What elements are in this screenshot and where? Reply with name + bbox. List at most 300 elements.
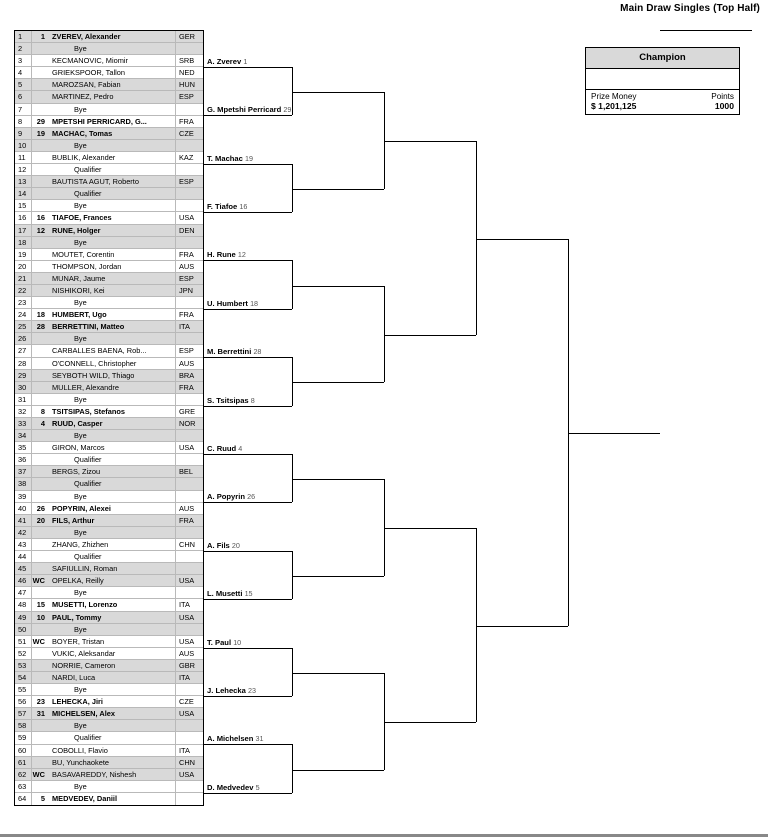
- draw-country: KAZ: [175, 152, 203, 163]
- draw-seed: 26: [36, 503, 45, 513]
- r3-h: [292, 479, 384, 480]
- r2-line: [204, 551, 292, 552]
- draw-country: GBR: [175, 660, 203, 671]
- draw-player-name: SEYBOTH WILD, Thiago: [52, 370, 135, 380]
- draw-seed: WC: [32, 576, 45, 586]
- draw-seed: [32, 104, 48, 115]
- r2-winner-name: U. Humbert: [207, 298, 248, 308]
- draw-seed: 19: [36, 128, 45, 138]
- draw-player-name: TSITSIPAS, Stefanos: [52, 406, 125, 416]
- r2-winner-label: [207, 202, 247, 211]
- draw-player-name: MUSETTI, Lorenzo: [52, 600, 118, 610]
- r2-winner-name: M. Berrettini: [207, 347, 252, 357]
- draw-country: [175, 781, 203, 792]
- r2-winner-seed: 1: [243, 56, 248, 66]
- draw-seed: [32, 563, 48, 574]
- r2-winner-seed: 29: [283, 105, 292, 115]
- draw-country: [175, 237, 203, 248]
- draw-row: [15, 503, 203, 515]
- draw-position: 8: [15, 116, 32, 127]
- draw-country: DEN: [175, 225, 203, 236]
- draw-player-name: Qualifier: [74, 552, 102, 562]
- draw-country: SRB: [175, 55, 203, 66]
- draw-country: [175, 551, 203, 562]
- draw-player-name: BERGS, Zizou: [52, 467, 101, 477]
- draw-country: AUS: [175, 648, 203, 659]
- draw-position: 49: [15, 612, 32, 623]
- r2-winner-label: [207, 783, 260, 792]
- draw-country: NOR: [175, 418, 203, 429]
- r2-winner-label: [207, 57, 247, 66]
- draw-seed: [32, 539, 48, 550]
- draw-player-name: SAFIULLIN, Roman: [52, 564, 118, 574]
- draw-position: 7: [15, 104, 32, 115]
- r2-winner-label: [207, 154, 253, 163]
- draw-position: 46: [15, 575, 32, 586]
- champion-box: [585, 47, 740, 115]
- draw-seed: [32, 333, 48, 344]
- draw-row: [15, 660, 203, 672]
- r2-winner-name: A. Popyrin: [207, 492, 245, 502]
- draw-seed: [32, 370, 48, 381]
- draw-player-name: Bye: [74, 685, 87, 695]
- r3-h: [292, 189, 384, 190]
- draw-row: [15, 345, 203, 357]
- draw-country: USA: [175, 212, 203, 223]
- draw-seed: [32, 285, 48, 296]
- draw-row: [15, 696, 203, 708]
- draw-position: 4: [15, 67, 32, 78]
- draw-row: [15, 551, 203, 563]
- draw-country: JPN: [175, 285, 203, 296]
- r3-h: [292, 576, 384, 577]
- draw-player-name: Bye: [74, 431, 87, 441]
- draw-row: [15, 237, 203, 249]
- draw-player-name: Bye: [74, 104, 87, 114]
- draw-country: [175, 200, 203, 211]
- r2-winner-seed: 26: [247, 492, 256, 502]
- draw-row: [15, 587, 203, 599]
- draw-row: [15, 333, 203, 345]
- draw-country: ITA: [175, 321, 203, 332]
- draw-row: [15, 672, 203, 684]
- draw-seed: [32, 648, 48, 659]
- draw-list: [14, 30, 204, 806]
- draw-position: 3: [15, 55, 32, 66]
- draw-row: [15, 297, 203, 309]
- draw-seed: [32, 237, 48, 248]
- draw-seed: [32, 200, 48, 211]
- draw-position: 45: [15, 563, 32, 574]
- draw-row: [15, 612, 203, 624]
- draw-seed: [32, 273, 48, 284]
- draw-seed: [32, 660, 48, 671]
- draw-country: [175, 563, 203, 574]
- draw-player-name: Bye: [74, 721, 87, 731]
- draw-seed: [32, 188, 48, 199]
- draw-country: CHN: [175, 757, 203, 768]
- r2-winner-seed: 10: [233, 637, 242, 647]
- champion-values: [586, 101, 739, 114]
- draw-country: NED: [175, 67, 203, 78]
- r2-line: [204, 454, 292, 455]
- draw-row: [15, 370, 203, 382]
- r2-line: [204, 406, 292, 407]
- draw-player-name: LEHECKA, Jiri: [52, 697, 103, 707]
- draw-position: 59: [15, 732, 32, 743]
- r2-line: [204, 599, 292, 600]
- draw-position: 13: [15, 176, 32, 187]
- draw-player-name: NARDI, Luca: [52, 672, 96, 682]
- draw-country: USA: [175, 636, 203, 647]
- draw-seed: [32, 345, 48, 356]
- r4-h: [384, 722, 476, 723]
- sf-h: [568, 433, 660, 434]
- draw-player-name: MPETSHI PERRICARD, G...: [52, 116, 147, 126]
- draw-player-name: COBOLLI, Flavio: [52, 745, 108, 755]
- r2-winner-label: [207, 686, 256, 695]
- draw-position: 23: [15, 297, 32, 308]
- draw-row: [15, 79, 203, 91]
- draw-position: 5: [15, 79, 32, 90]
- draw-position: 25: [15, 321, 32, 332]
- draw-country: [175, 720, 203, 731]
- draw-row: [15, 176, 203, 188]
- draw-row: [15, 104, 203, 116]
- draw-player-name: Bye: [74, 298, 87, 308]
- draw-country: ESP: [175, 345, 203, 356]
- draw-player-name: Qualifier: [74, 165, 102, 175]
- draw-seed: [32, 55, 48, 66]
- r2-winner-name: F. Tiafoe: [207, 202, 238, 211]
- draw-row: [15, 31, 203, 43]
- r2-winner-label: [207, 492, 255, 501]
- draw-player-name: Bye: [74, 781, 87, 791]
- draw-position: 48: [15, 599, 32, 610]
- draw-country: FRA: [175, 309, 203, 320]
- draw-seed: 16: [36, 213, 45, 223]
- draw-row: [15, 273, 203, 285]
- draw-player-name: Bye: [74, 201, 87, 211]
- draw-country: ITA: [175, 672, 203, 683]
- r2-winner-name: L. Musetti: [207, 589, 243, 599]
- draw-seed: WC: [32, 636, 45, 646]
- draw-country: FRA: [175, 515, 203, 526]
- r3-h: [292, 673, 384, 674]
- r2-winner-seed: 28: [253, 347, 262, 357]
- draw-seed: 15: [36, 600, 45, 610]
- draw-row: [15, 563, 203, 575]
- draw-player-name: RUNE, Holger: [52, 225, 101, 235]
- r2-winner-seed: 8: [250, 395, 255, 405]
- draw-country: USA: [175, 612, 203, 623]
- draw-player-name: Bye: [74, 140, 87, 150]
- draw-player-name: TIAFOE, Frances: [52, 213, 112, 223]
- r2-line: [204, 212, 292, 213]
- draw-country: [175, 394, 203, 405]
- r3-h: [292, 770, 384, 771]
- draw-row: [15, 55, 203, 67]
- draw-player-name: Bye: [74, 394, 87, 404]
- draw-row: [15, 636, 203, 648]
- r2-winner-seed: 16: [239, 202, 248, 211]
- draw-country: [175, 333, 203, 344]
- draw-position: 27: [15, 345, 32, 356]
- draw-position: 18: [15, 237, 32, 248]
- draw-row: [15, 418, 203, 430]
- r2-winner-seed: 5: [255, 782, 260, 792]
- draw-player-name: MICHELSEN, Alex: [52, 709, 115, 719]
- draw-position: 58: [15, 720, 32, 731]
- draw-row: [15, 466, 203, 478]
- draw-country: [175, 140, 203, 151]
- draw-row: [15, 164, 203, 176]
- draw-player-name: Bye: [74, 527, 87, 537]
- r2-winner-label: [207, 299, 258, 308]
- final-h: [660, 30, 752, 31]
- draw-player-name: THOMPSON, Jordan: [52, 261, 122, 271]
- draw-row: [15, 781, 203, 793]
- draw-seed: WC: [32, 769, 45, 779]
- draw-row: [15, 225, 203, 237]
- draw-country: USA: [175, 769, 203, 780]
- r2-line: [204, 357, 292, 358]
- r2-winner-seed: 12: [237, 250, 246, 260]
- draw-position: 22: [15, 285, 32, 296]
- draw-player-name: VUKIC, Aleksandar: [52, 648, 116, 658]
- r2-winner-seed: 18: [250, 298, 259, 308]
- draw-player-name: Qualifier: [74, 455, 102, 465]
- bracket-tree: [204, 30, 764, 830]
- draw-seed: [32, 684, 48, 695]
- draw-position: 12: [15, 164, 32, 175]
- draw-seed: [32, 358, 48, 369]
- draw-country: CZE: [175, 128, 203, 139]
- draw-position: 50: [15, 624, 32, 635]
- draw-row: [15, 91, 203, 103]
- draw-player-name: BU, Yunchaokete: [52, 757, 109, 767]
- page-title: Main Draw Singles (Top Half): [620, 3, 760, 14]
- draw-position: 16: [15, 212, 32, 223]
- draw-country: [175, 478, 203, 489]
- draw-country: AUS: [175, 358, 203, 369]
- draw-player-name: PAUL, Tommy: [52, 612, 102, 622]
- draw-position: 9: [15, 128, 32, 139]
- draw-player-name: MARTINEZ, Pedro: [52, 92, 114, 102]
- draw-player-name: MEDVEDEV, Daniil: [52, 793, 118, 803]
- draw-seed: [32, 394, 48, 405]
- draw-player-name: O'CONNELL, Christopher: [52, 358, 137, 368]
- draw-player-name: MULLER, Alexandre: [52, 382, 119, 392]
- draw-position: 37: [15, 466, 32, 477]
- draw-position: 29: [15, 370, 32, 381]
- draw-seed: [32, 757, 48, 768]
- draw-seed: [32, 624, 48, 635]
- r2-line: [204, 67, 292, 68]
- draw-position: 2: [15, 43, 32, 54]
- draw-row: [15, 539, 203, 551]
- draw-row: [15, 732, 203, 744]
- draw-row: [15, 152, 203, 164]
- r2-line: [204, 648, 292, 649]
- draw-seed: [32, 164, 48, 175]
- draw-seed: [32, 781, 48, 792]
- draw-row: [15, 249, 203, 261]
- draw-player-name: Bye: [74, 491, 87, 501]
- draw-player-name: Qualifier: [74, 733, 102, 743]
- draw-player-name: GIRON, Marcos: [52, 443, 105, 453]
- draw-seed: [32, 745, 48, 756]
- draw-country: [175, 587, 203, 598]
- r4-v: [384, 286, 385, 382]
- draw-player-name: Qualifier: [74, 479, 102, 489]
- r2-winner-name: J. Lehecka: [207, 686, 246, 695]
- qf-h: [476, 626, 568, 627]
- draw-country: AUS: [175, 503, 203, 514]
- r2-winner-label: [207, 250, 246, 259]
- draw-player-name: HUMBERT, Ugo: [52, 310, 107, 320]
- r2-winner-name: T. Machac: [207, 153, 243, 163]
- r3-h: [292, 382, 384, 383]
- draw-row: [15, 648, 203, 660]
- draw-player-name: GRIEKSPOOR, Tallon: [52, 68, 125, 78]
- draw-seed: 31: [36, 709, 45, 719]
- draw-position: 10: [15, 140, 32, 151]
- draw-position: 34: [15, 430, 32, 441]
- r2-winner-label: [207, 347, 261, 356]
- draw-seed: [32, 430, 48, 441]
- draw-seed: [32, 152, 48, 163]
- r2-line: [204, 696, 292, 697]
- draw-row: [15, 128, 203, 140]
- draw-seed: 20: [36, 515, 45, 525]
- draw-row: [15, 757, 203, 769]
- r2-winner-label: [207, 541, 240, 550]
- draw-country: ESP: [175, 273, 203, 284]
- draw-player-name: POPYRIN, Alexei: [52, 503, 111, 513]
- draw-position: 24: [15, 309, 32, 320]
- draw-player-name: CARBALLES BAENA, Rob...: [52, 346, 147, 356]
- draw-country: AUS: [175, 261, 203, 272]
- draw-seed: [32, 140, 48, 151]
- r2-winner-seed: 20: [231, 540, 240, 550]
- draw-country: HUN: [175, 79, 203, 90]
- draw-country: [175, 624, 203, 635]
- draw-country: [175, 793, 203, 805]
- r2-winner-seed: 4: [238, 444, 243, 453]
- draw-country: ITA: [175, 599, 203, 610]
- draw-seed: [32, 442, 48, 453]
- draw-player-name: NORRIE, Cameron: [52, 660, 116, 670]
- draw-seed: 28: [36, 322, 45, 332]
- draw-seed: [32, 672, 48, 683]
- draw-player-name: BERRETTINI, Matteo: [52, 322, 125, 332]
- draw-seed: 23: [36, 697, 45, 707]
- r2-line: [204, 793, 292, 794]
- draw-position: 15: [15, 200, 32, 211]
- points-value: 1000: [714, 101, 734, 111]
- r2-line: [204, 260, 292, 261]
- draw-country: [175, 684, 203, 695]
- draw-country: CZE: [175, 696, 203, 707]
- draw-seed: 4: [40, 419, 45, 428]
- draw-player-name: Bye: [74, 237, 87, 247]
- r2-winner-label: [207, 734, 264, 743]
- champion-labels: [586, 90, 739, 101]
- draw-row: [15, 478, 203, 490]
- draw-position: 21: [15, 273, 32, 284]
- draw-player-name: ZVEREV, Alexander: [52, 32, 121, 41]
- draw-country: [175, 491, 203, 502]
- draw-row: [15, 140, 203, 152]
- draw-position: 11: [15, 152, 32, 163]
- r2-winner-label: [207, 589, 253, 598]
- draw-row: [15, 793, 203, 805]
- draw-country: [175, 164, 203, 175]
- draw-position: 36: [15, 454, 32, 465]
- draw-row: [15, 116, 203, 128]
- draw-country: [175, 104, 203, 115]
- draw-row: [15, 769, 203, 781]
- draw-position: 1: [15, 31, 32, 42]
- draw-row: [15, 43, 203, 55]
- r2-winner-label: [207, 396, 255, 405]
- draw-position: 51: [15, 636, 32, 647]
- draw-position: 52: [15, 648, 32, 659]
- draw-seed: [32, 491, 48, 502]
- draw-position: 26: [15, 333, 32, 344]
- draw-player-name: Bye: [74, 624, 87, 634]
- draw-country: FRA: [175, 382, 203, 393]
- r2-line: [204, 502, 292, 503]
- draw-player-name: BAUTISTA AGUT, Roberto: [52, 177, 139, 187]
- r3-h: [292, 92, 384, 93]
- draw-player-name: BOYER, Tristan: [52, 636, 105, 646]
- draw-player-name: BUBLIK, Alexander: [52, 152, 116, 162]
- draw-country: [175, 732, 203, 743]
- r2-winner-seed: 19: [245, 153, 253, 163]
- r2-winner-label: [207, 105, 291, 114]
- draw-seed: [32, 382, 48, 393]
- draw-country: USA: [175, 708, 203, 719]
- draw-player-name: OPELKA, Reilly: [52, 576, 104, 586]
- draw-country: USA: [175, 575, 203, 586]
- draw-position: 28: [15, 358, 32, 369]
- draw-row: [15, 358, 203, 370]
- r4-h: [384, 141, 476, 142]
- draw-country: FRA: [175, 116, 203, 127]
- draw-row: [15, 67, 203, 79]
- draw-country: FRA: [175, 249, 203, 260]
- champion-header: Champion: [586, 48, 739, 69]
- r2-winner-label: [207, 638, 241, 647]
- draw-seed: [32, 732, 48, 743]
- draw-position: 41: [15, 515, 32, 526]
- draw-row: [15, 720, 203, 732]
- draw-row: [15, 406, 203, 418]
- r2-winner-name: A. Zverev: [207, 56, 242, 66]
- draw-row: [15, 684, 203, 696]
- r2-winner-seed: 23: [247, 686, 256, 695]
- draw-seed: [32, 91, 48, 102]
- draw-player-name: MACHAC, Tomas: [52, 128, 113, 138]
- draw-seed: [32, 478, 48, 489]
- prize-money-label: Prize Money: [591, 92, 637, 101]
- draw-row: [15, 575, 203, 587]
- champion-name-slot: [586, 69, 739, 90]
- draw-player-name: ZHANG, Zhizhen: [52, 539, 109, 549]
- draw-position: 35: [15, 442, 32, 453]
